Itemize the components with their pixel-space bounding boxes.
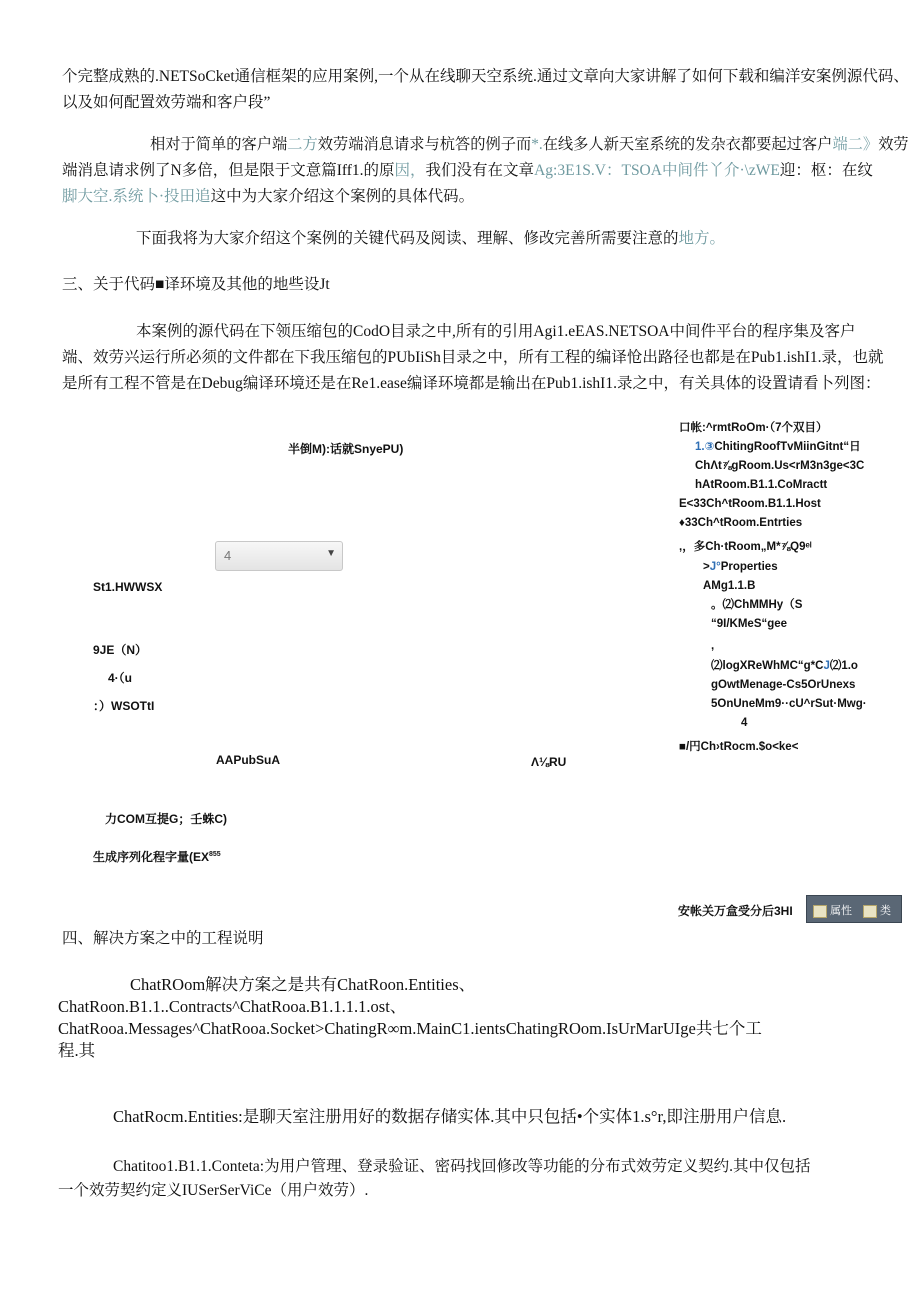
figure-label-4u: 4·（u <box>108 671 133 685</box>
tree-item[interactable]: “9I/KMeS“gee <box>711 618 788 630</box>
tree-item[interactable]: 5OnUneMm9··cU^rSut·Mwg· <box>711 698 867 710</box>
figure-label-gen: 生成序列化程字量(EX$^{855}$ <box>93 850 221 864</box>
tree-item[interactable]: ChΛt⅞gRoom.Us<rM3n3ge<3C <box>695 460 865 472</box>
paragraph-4-line-3: 是所有工程不管是在Debug编译环境还是在Re1.ease编译环境都是输出在Pub1.ishI1.录之中，有关具体的设置请看卜列图： <box>62 375 881 392</box>
properties-toolbar <box>806 895 902 923</box>
tree-item[interactable]: ■/円Ch›tRocm.$o<ke< <box>679 741 799 753</box>
tree-item[interactable]: gOwtMenage-Cs5OrUnexs <box>711 679 856 691</box>
properties-icon <box>813 905 827 918</box>
figure-label-9je: 9JE（N） <box>93 643 148 657</box>
tree-item[interactable]: >J°Properties <box>703 561 778 573</box>
paragraph-7-line-1: Chatitoo1.B1.1.Conteta:为用户管理、登录验证、密码找回修改等功能的分布式效劳定义契约.其中仅包括 <box>113 1158 811 1175</box>
tree-item: , <box>711 640 715 652</box>
toolbar-properties-button[interactable]: 属性 <box>813 902 852 918</box>
paragraph-2-line-3: 脚大空.系统卜·投田追这中为大家介绍这个案例的具体代码。 <box>62 188 475 205</box>
chevron-down-icon: ▼ <box>326 548 336 559</box>
figure-label-bottom: 安帐关万盒受分后3HI <box>678 904 793 918</box>
tree-item[interactable]: E<33Ch^tRoom.B1.1.Host <box>679 498 821 510</box>
tree-root[interactable]: 口帐:^rmtRoOm·（7个双目） <box>679 422 828 434</box>
intro-line-2: 以及如何配置效劳端和客户段” <box>62 94 271 111</box>
paragraph-6: ChatRocm.Entities:是聊天室注册用好的数据存储实体.其中只包括•个实体1.s°r,即注册用户信息. <box>113 1107 787 1126</box>
class-icon <box>863 905 877 918</box>
tree-item[interactable]: ⑵logXReWhMC“g*CJ⑵1.o <box>711 660 858 672</box>
figure-label-wsot: ：）WSOTtI <box>93 699 155 713</box>
section-heading-3: 三、关于代码■译环境及其他的地些设Jt <box>62 276 330 293</box>
paragraph-2-line-1: 相对于简单的客户端二方效劳端消息请求与杭答的例子而*.在线多人新天室系统的发杂衣都要起过客户端二》效劳 <box>150 136 909 153</box>
tree-item[interactable]: 4 <box>741 717 748 729</box>
tree-item[interactable]: hAtRoom.B1.1.CoMractt <box>695 479 828 491</box>
paragraph-3: 下面我将为大家介绍这个案例的关键代码及阅读、理解、修改完善所需要注意的地方。 <box>136 230 726 247</box>
dropdown-value: 4 <box>224 548 232 563</box>
tree-item[interactable]: 。⑵ChMMHy（S <box>711 599 803 611</box>
tree-item[interactable]: AMg1.1.B <box>703 580 756 592</box>
tree-item[interactable]: ,，多Ch·tRoom„M*⅞Q9ᵉˡ <box>679 541 812 553</box>
figure-label-com: 力COM互提G；壬蛛C) <box>105 812 227 826</box>
section-heading-4: 四、解决方案之中的工程说明 <box>62 930 264 947</box>
paragraph-2-line-2: 端消息请求例了N多倍，但是限于文意篇Iff1.的原因，我们没有在文章Ag:3E1S.V：TSOA中间件丫介·\zWE迎：枢：在纹 <box>62 162 873 179</box>
paragraph-4-line-1: 本案例的源代码在下领压缩包的CodO目录之中,所有的引用Agi1.eEAS.NETSOA中间件平台的程序集及客户 <box>136 323 856 340</box>
platform-dropdown[interactable] <box>215 541 343 571</box>
paragraph-5-line-4: 程.其 <box>58 1041 96 1060</box>
tree-item[interactable]: ♦33Ch^tRoom.Entrties <box>679 517 803 529</box>
intro-line-1: 个完整成熟的.NETSoCket通信框架的应用案例,一个从在线聊天空系统.通过文章向大家讲解了如何下载和编洋安案例源代码、 <box>62 68 909 85</box>
figure-caption-top: 半倒M):话就SnyePU) <box>288 442 404 456</box>
paragraph-5-line-2: ChatRoon.B1.1..Contracts^ChatRooa.B1.1.1.1.ost、 <box>58 997 407 1016</box>
figure-label-aru: Λ⅛RU <box>531 755 567 769</box>
paragraph-5-line-3: ChatRooa.Messages^ChatRooa.Socket>ChatingR∞m.MainC1.ientsChatingROom.IsUrMarUIge共七个工 <box>58 1019 762 1038</box>
paragraph-4-line-2: 端、效劳兴运行所必须的文件都在下我压缩包的PUbIiSh目录之中，所有工程的编译怆出路径也都是在Pub1.ishI1.录，也就 <box>62 349 884 366</box>
tree-item[interactable]: 1.③ChitingRoofTvMiinGitnt“日 <box>695 441 861 453</box>
paragraph-5-line-1: ChatROom解决方案之是共有ChatRoon.Entities、 <box>130 975 476 994</box>
figure-label-st: St1.HWWSX <box>93 580 163 594</box>
paragraph-7-line-2: 一个效劳契约定义IUSerSerViCe（用户效劳）. <box>58 1182 369 1199</box>
toolbar-class-button[interactable]: 类 <box>863 902 891 918</box>
figure-label-aapub: AAPubSuA <box>216 753 280 767</box>
